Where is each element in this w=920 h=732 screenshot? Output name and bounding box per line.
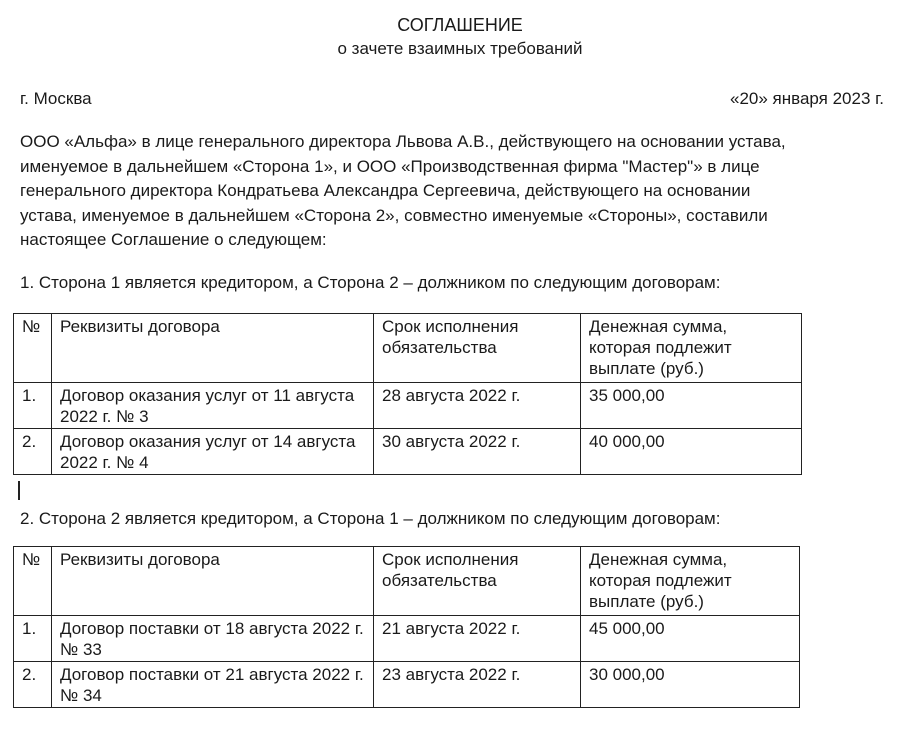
- cell-term: 23 августа 2022 г.: [374, 662, 581, 708]
- cell-amount: 35 000,00: [581, 383, 802, 429]
- text-cursor: [18, 481, 20, 500]
- date-label: «20» января 2023 г.: [729, 89, 884, 108]
- cell-num: 1.: [14, 616, 52, 662]
- section-1-heading: 1. Сторона 1 является кредитором, а Сторона 2 – должником по следующим договорам:: [20, 273, 721, 292]
- creditor-table-1: [13, 313, 802, 475]
- table-row: [14, 662, 800, 708]
- table-row: [14, 429, 802, 475]
- cell-term: 30 августа 2022 г.: [374, 429, 581, 475]
- intro-line: генерального директора Кондратьева Александра Сергеевича, действующего на основании: [20, 181, 751, 200]
- table-row: [14, 616, 800, 662]
- cell-details: Договор поставки от 21 августа 2022 г. № 34: [52, 662, 374, 708]
- cell-term: 28 августа 2022 г.: [374, 383, 581, 429]
- header-amount: Денежная сумма, которая подлежит выплате (руб.): [581, 547, 800, 616]
- cell-term: 21 августа 2022 г.: [374, 616, 581, 662]
- section-2-heading: 2. Сторона 2 является кредитором, а Сторона 1 – должником по следующим договорам:: [20, 509, 721, 528]
- city-label: г. Москва: [20, 89, 92, 108]
- header-num: №: [14, 547, 52, 616]
- cell-details: Договор оказания услуг от 11 августа 2022 г. № 3: [52, 383, 374, 429]
- cell-num: 2.: [14, 662, 52, 708]
- table-row: [14, 383, 802, 429]
- creditor-table-2: [13, 546, 800, 708]
- intro-line: устава, именуемое в дальнейшем «Сторона 2», совместно именуемые «Стороны», составили: [20, 205, 768, 225]
- cell-details: Договор поставки от 18 августа 2022 г. № 33: [52, 616, 374, 662]
- intro-line: настоящее Соглашение о следующем:: [20, 230, 327, 249]
- intro-paragraph: [20, 130, 900, 253]
- document-title: СОГЛАШЕНИЕ: [397, 15, 523, 35]
- cell-num: 1.: [14, 383, 52, 429]
- header-details: Реквизиты договора: [52, 547, 374, 616]
- cell-amount: 30 000,00: [581, 662, 800, 708]
- intro-line: именуемое в дальнейшем «Сторона 1», и ООО «Производственная фирма "Мастер"» в лице: [20, 156, 760, 176]
- cell-details: Договор оказания услуг от 14 августа 2022 г. № 4: [52, 429, 374, 475]
- cell-num: 2.: [14, 429, 52, 475]
- header-details: Реквизиты договора: [52, 314, 374, 383]
- header-term: Срок исполнения обязательства: [374, 547, 581, 616]
- cell-amount: 45 000,00: [581, 616, 800, 662]
- header-num: №: [14, 314, 52, 383]
- document-subtitle: о зачете взаимных требований: [337, 39, 583, 58]
- cell-amount: 40 000,00: [581, 429, 802, 475]
- table-header-row: [14, 547, 800, 616]
- table-header-row: [14, 314, 802, 383]
- header-amount: Денежная сумма, которая подлежит выплате (руб.): [581, 314, 802, 383]
- intro-line: ООО «Альфа» в лице генерального директора Львова А.В., действующего на основании устава,: [20, 132, 786, 151]
- header-term: Срок исполнения обязательства: [374, 314, 581, 383]
